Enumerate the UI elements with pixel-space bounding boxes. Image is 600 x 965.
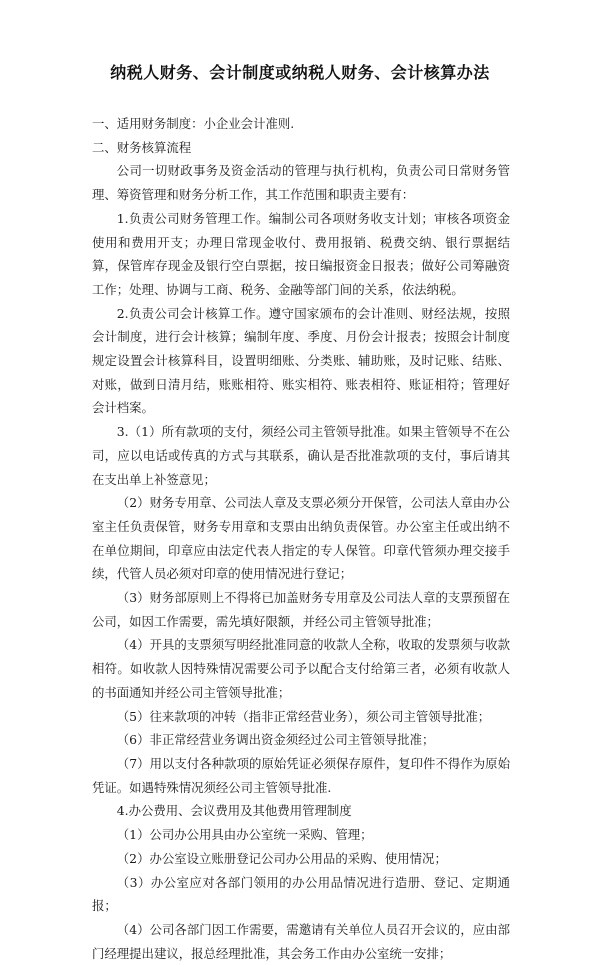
paragraph: 公司一切财政事务及资金活动的管理与执行机构，负责公司日常财务管理、筹资管理和财务分析工作，其工作范围和职责主要有： — [92, 163, 510, 203]
paragraph: （6）非正常经营业务调出资金须经过公司主管领导批准； — [116, 732, 435, 748]
paragraph: （7）用以支付各种款项的原始凭证必须保存原件，复印件不得作为原始凭证。如遇特殊情况须经公司主管领导批准. — [92, 755, 510, 795]
paragraph: （2）办公室设立账册登记公司办公用品的采购、使用情况； — [116, 850, 447, 866]
document-body — [92, 112, 510, 965]
paragraph: （2）财务专用章、公司法人章及支票必须分开保管，公司法人章由办公室主任负责保管，财务专用章和支票由出纳负责保管。办公室主任或出纳不在单位期间，印章应由法定代表人指定的专人保管。印章代管须办理交接手续，代管人员必须对印章的使用情况进行登记； — [92, 495, 510, 582]
paragraph: 二、财务核算流程 — [92, 139, 192, 155]
paragraph: （4）开具的支票须写明经批准同意的收款人全称，收取的发票须与收款相符。如收款人因特殊情况需要公司予以配合支付给第三者，必须有收款人的书面通知并经公司主管领导批准； — [92, 637, 510, 700]
paragraph: （3）办公室应对各部门领用的办公用品情况进行造册、登记、定期通报； — [92, 874, 510, 914]
paragraph: （1）公司办公用具由办公室统一采购、管理； — [116, 827, 373, 843]
paragraph: （3）财务部原则上不得将已加盖财务专用章及公司法人章的支票预留在公司，如因工作需要，需先填好限额，并经公司主管领导批准； — [92, 590, 510, 629]
paragraph: （5）往来款项的冲转（指非正常经营业务），须公司主管领导批准； — [116, 708, 491, 724]
paragraph: 一、适用财务制度：小企业会计准则. — [92, 116, 295, 131]
paragraph: 2.负责公司会计核算工作。遵守国家颁布的会计准则、财经法规，按照会计制度，进行会计核算；编制年度、季度、月份会计报表；按照会计制度规定设置会计核算科目，设置明细账、分类账、辅助账，及时记账、结账、对账，做到日清月结，账账相符、账实相符、账表相符、账证相符；管理好会计档案。 — [92, 305, 510, 416]
paragraph: （4）公司各部门因工作需要，需邀请有关单位人员召开会议的，应由部门经理提出建议，报总经理批准，其会务工作由办公室统一安排； — [92, 921, 510, 961]
paragraph: 4.办公费用、会议费用及其他费用管理制度 — [116, 803, 352, 819]
document-title: 纳税人财务、会计制度或纳税人财务、会计核算办法 — [110, 63, 490, 82]
paragraph: 3.（1）所有款项的支付，须经公司主管领导批准。如果主管领导不在公司，应以电话或传真的方式与其联系，确认是否批准款项的支付，事后请其在支出单上补签意见； — [92, 424, 510, 487]
paragraph: 1.负责公司财务管理工作。编制公司各项财务收支计划；审核各项资金使用和费用开支；办理日常现金收付、费用报销、税费交纳、银行票据结算，保管库存现金及银行空白票据，按日编报资金日报表；做好公司筹融资工作；处理、协调与工商、税务、金融等部门间的关系，依法纳税。 — [92, 210, 510, 297]
